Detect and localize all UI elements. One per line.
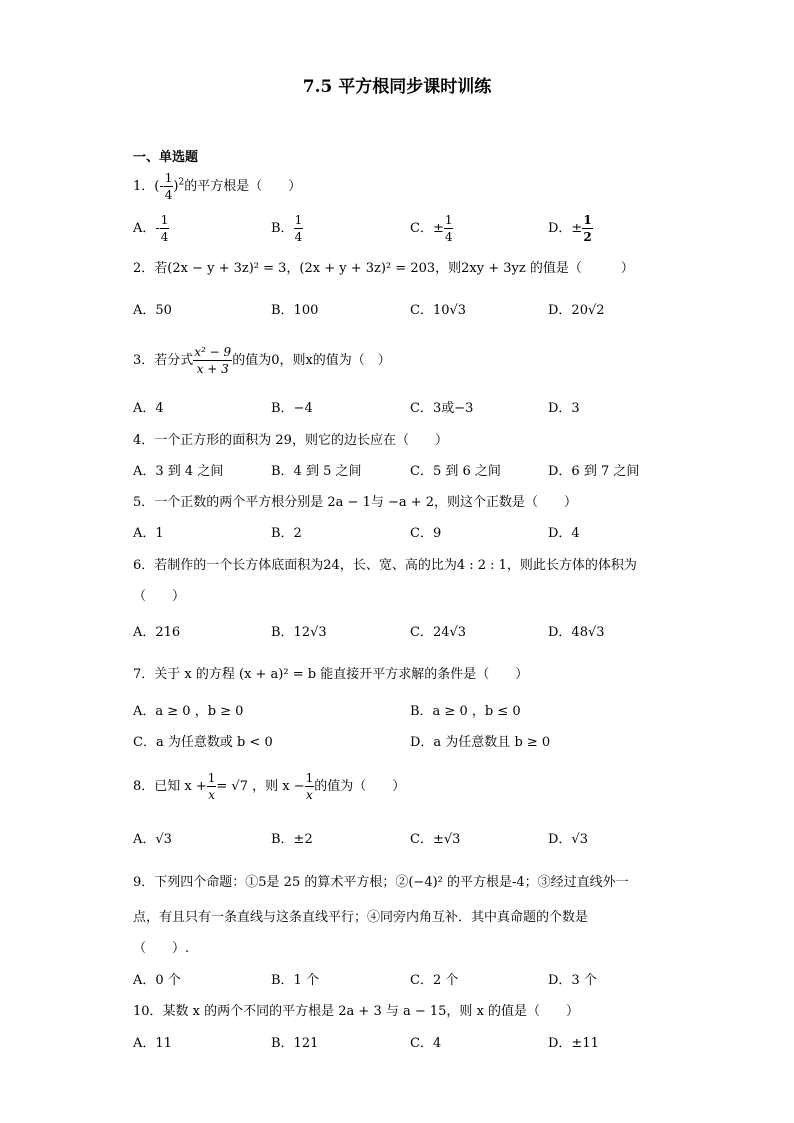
q3-option-a: A．4 (133, 401, 164, 416)
q1-option-a: A．- $\frac{1}{4}$ (133, 213, 169, 244)
q2-option-a: A．50 (133, 303, 172, 318)
q2-option-d: D．20√2 (548, 303, 605, 318)
q8-fraction-1: $\frac{1}{x}$ (207, 771, 216, 802)
question-4: 4．一个正方形的面积为 29，则它的边长应在（ ） (133, 433, 448, 448)
q3-option-b: B．−4 (271, 401, 313, 416)
q9-option-c: C．2 个 (410, 973, 459, 988)
q9-option-d: D．3 个 (548, 973, 597, 988)
q1-prefix: 1．(- (133, 179, 164, 194)
q6-option-a: A．216 (133, 625, 181, 640)
question-6-line-2: （ ） (133, 589, 186, 604)
q3-prefix: 3．若分式 (133, 353, 194, 368)
q9-option-a: A．0 个 (133, 973, 181, 988)
q10-option-c: C．4 (410, 1036, 442, 1051)
section-heading: 一、单选题 (133, 150, 199, 165)
q3-tail: 的值为0，则x的值为（ ） (232, 353, 391, 368)
question-9-line-1: 9．下列四个命题：①5是 25 的算术平方根；②(−4)² 的平方根是-4；③经过直线外一 (133, 875, 629, 890)
q1-close-paren: ) (173, 179, 179, 194)
q6-option-b: B．12√3 (271, 625, 327, 640)
q5-option-b: B．2 (271, 526, 302, 541)
q8-middle: = √7 ，则 x − (216, 779, 305, 794)
q1-tail: 的平方根是（ ） (184, 179, 302, 194)
q8-option-d: D．√3 (548, 832, 588, 847)
q1-frac-num: 1 (164, 171, 173, 185)
question-2: 2．若(2x − y + 3z)² = 3，(2x + y + 3z)² = 203，则2xy + 3yz 的值是（ ） (133, 261, 634, 276)
q4-option-b: B．4 到 5 之间 (271, 464, 362, 479)
q6-option-c: C．24√3 (410, 625, 467, 640)
q1-frac-den: 4 (164, 188, 173, 202)
q1-option-d: D．± $\frac{1}{2}$ (548, 213, 592, 244)
q8-option-c: C．±√3 (410, 832, 461, 847)
q7-option-c: C．a 为任意数或 b < 0 (133, 735, 273, 750)
q10-option-a: A．11 (133, 1036, 172, 1051)
q6-option-d: D．48√3 (548, 625, 605, 640)
q4-option-d: D．6 到 7 之间 (548, 464, 640, 479)
q2-option-b: B．100 (271, 303, 319, 318)
q7-option-b: B．a ≥ 0 ，b ≤ 0 (410, 704, 521, 719)
page-title: 7.5 平方根同步课时训练 (302, 77, 492, 97)
q9-option-b: B．1 个 (271, 973, 319, 988)
q7-option-d: D．a 为任意数且 b ≥ 0 (410, 735, 551, 750)
q1-option-c: C．± $\frac{1}{4}$ (410, 213, 453, 244)
q8-option-a: A．√3 (133, 832, 172, 847)
question-7: 7．关于 x 的方程 (x + a)² = b 能直接开平方求解的条件是（ ） (133, 667, 529, 682)
q1-option-b: B． $\frac{1}{4}$ (271, 213, 303, 244)
q5-option-c: C．9 (410, 526, 442, 541)
question-9-line-3: （ ）. (133, 941, 190, 956)
question-5: 5．一个正数的两个平方根分别是 2a − 1与 −a + 2，则这个正数是（ ） (133, 495, 578, 510)
question-6-line-1: 6．若制作的一个长方体底面积为24，长、宽、高的比为4 : 2 : 1，则此长方体的体积为 (133, 558, 637, 573)
q8-option-b: B．±2 (271, 832, 313, 847)
q5-option-d: D．4 (548, 526, 580, 541)
question-10: 10．某数 x 的两个不同的平方根是 2a + 3 与 a − 15，则 x 的值是（ ） (133, 1004, 580, 1019)
q3-fraction: $\frac{\text{x² − 9}}{x + 3}$ (194, 345, 232, 376)
q4-option-c: C．5 到 6 之间 (410, 464, 501, 479)
q5-option-a: A．1 (133, 526, 164, 541)
q8-prefix: 8．已知 x + (133, 779, 207, 794)
q8-fraction-2: $\frac{1}{x}$ (305, 771, 314, 802)
q4-option-a: A．3 到 4 之间 (133, 464, 224, 479)
question-3 (133, 346, 391, 375)
q7-option-a: A．a ≥ 0 ，b ≥ 0 (133, 704, 244, 719)
q10-option-b: B．121 (271, 1036, 319, 1051)
question-8 (133, 772, 405, 801)
question-1 (133, 172, 301, 201)
q1-fraction (164, 172, 174, 201)
q3-option-d: D．3 (548, 401, 580, 416)
q10-option-d: D．±11 (548, 1036, 599, 1051)
question-9-line-2: 点，有且只有一条直线与这条直线平行；④同旁内角互补．其中真命题的个数是 (133, 910, 589, 925)
q2-option-c: C．10√3 (410, 303, 467, 318)
q8-tail: 的值为（ ） (314, 779, 406, 794)
q1-exponent: 2 (178, 177, 185, 188)
q3-option-c: C．3或−3 (410, 401, 474, 416)
